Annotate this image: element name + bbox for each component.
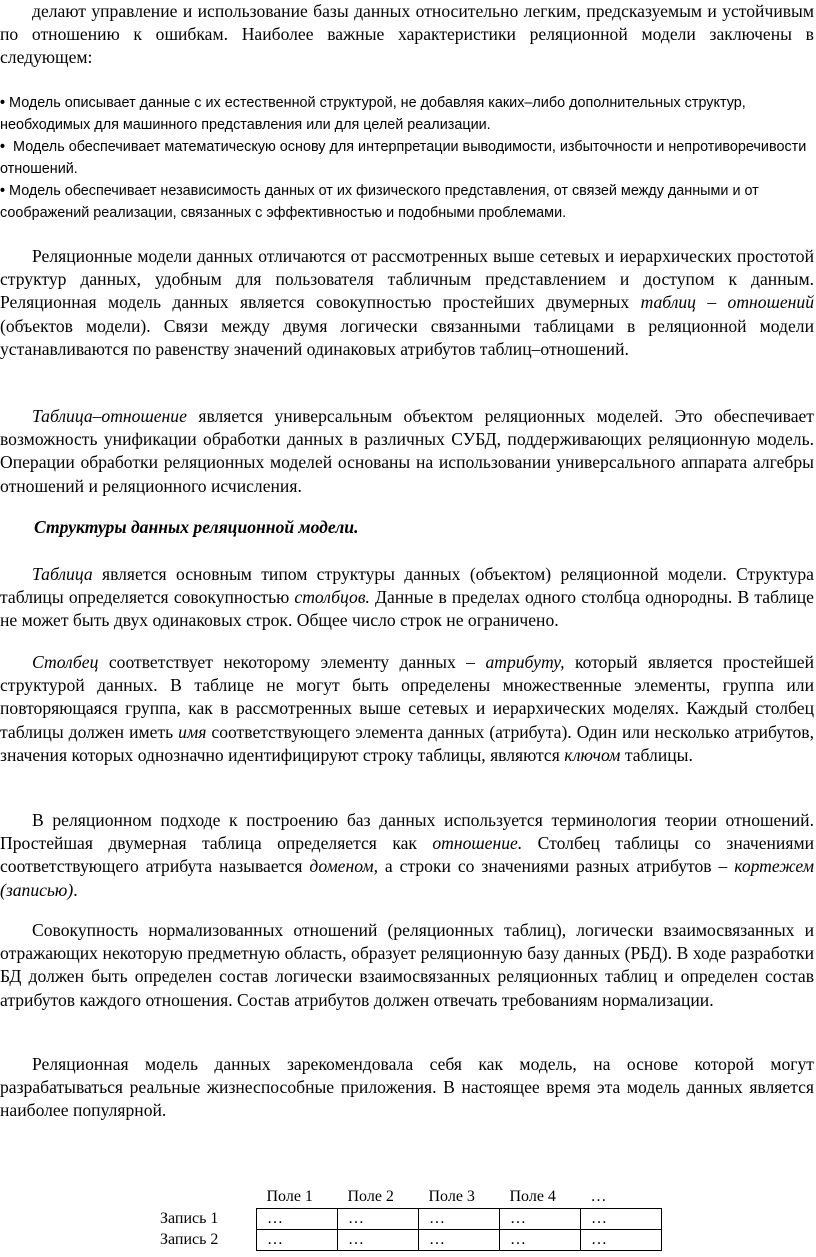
paragraph-column-definition: Столбец соответствует некоторому элементу данных – атрибуту, который является простейшей структурой данных. В таблице не могут быть определены множественные элементы, группа или повторяющаяся группа, как в рассмотренных выше сетевых и иерархических моделях. Каждый столбец таблицы должен иметь имя соответствующего элемента данных (атрибута). Один или несколько атрибутов, значения которых однозначно идентифицируют строку таблицы, являются ключом таблицы. [0, 652, 814, 765]
bullet-item-3: • Модель обеспечивает независимость данных от их физического представления, от связей между данными и от соображений реализации, связанных с эффективностью и подобными проблемами. [0, 183, 759, 221]
paragraph-table-relation: Таблица–отношение является универсальным объектом реляционных моделей. Это обеспечивает возможность унификации обработки данных в различных СУБД, поддерживающих реляционную модель. Операции обработки реляционных моделей основаны на использовании универсального аппарата алгебры отношений и реляционного исчисления. [0, 406, 814, 496]
column-header: Поле 2 [347, 1188, 394, 1205]
table-cell: … [581, 1209, 662, 1230]
table-row [160, 1209, 662, 1230]
table-cell: … [419, 1209, 500, 1230]
table-cell: … [419, 1230, 500, 1251]
intro-paragraph: делают управление и использование базы данных относительно легким, предсказуемым и устойчивым по отношению к ошибкам. Наиболее важные характеристики реляционной модели заключены в следующем: [0, 1, 814, 68]
table-cell: … [500, 1230, 581, 1251]
table-cell: … [500, 1209, 581, 1230]
table-cell: … [257, 1230, 338, 1251]
table-cell: … [338, 1209, 419, 1230]
row-label: Запись 2 [160, 1231, 219, 1248]
record-table [160, 1186, 662, 1251]
table-header-row [160, 1186, 662, 1209]
paragraph-table-definition: Таблица является основным типом структуры данных (объектом) реляционной модели. Структура таблицы определяется совокупностью столбцов. Данные в пределах одного столбца однородны. В таблице не может быть двух одинаковых строк. Общее число строк не ограничено. [0, 564, 814, 631]
paragraph-terminology: В реляционном подходе к построению баз данных используется терминология теории отношений. Простейшая двумерная таблица определяется как отношение. Столбец таблицы со значениями соответствующего атрибута называется доменом, а строки со значениями разных атрибутов – кортежем (записью). [0, 810, 814, 900]
column-header: Поле 3 [428, 1188, 475, 1205]
table-cell: … [257, 1209, 338, 1230]
column-header: Поле 4 [509, 1188, 556, 1205]
paragraph-popularity: Реляционная модель данных зарекомендовала себя как модель, на основе которой могут разрабатываться реальные жизнеспособные приложения. В настоящее время эта модель данных является наиболее популярной. [0, 1054, 814, 1121]
column-header: … [590, 1188, 607, 1205]
bullet-item-1: • Модель описывает данные с их естественной структурой, не добавляя каких–либо дополнительных структур, необходимых для машинного представления или для целей реализации. [0, 95, 746, 133]
paragraph-relational-models: Реляционные модели данных отличаются от рассмотренных выше сетевых и иерархических простотой структур данных, удобным для пользователя табличным представлением и доступом к данным. Реляционная модель данных является совокупностью простейших двумерных таблиц – отношений (объектов модели). Связи между двумя логически связанными таблицами в реляционной модели устанавливаются по равенству значений одинаковых атрибутов таблиц–отношений. [0, 246, 814, 359]
paragraph-rdb: Совокупность нормализованных отношений (реляционных таблиц), логически взаимосвязанных и отражающих некоторую предметную область, образует реляционную базу данных (РБД). В ходе разработки БД должен быть определен состав логически взаимосвязанных реляционных таблиц и определен состав атрибутов каждого отношения. Состав атрибутов должен отвечать требованиям нормализации. [0, 920, 814, 1010]
bullet-item-2: • Модель обеспечивает математическую основу для интерпретации выводимости, избыточности и непротиворечивости отношений. [0, 139, 807, 177]
row-label: Запись 1 [160, 1210, 219, 1227]
table-cell: … [581, 1230, 662, 1251]
section-heading: Структуры данных реляционной модели. [34, 517, 359, 537]
table-cell: … [338, 1230, 419, 1251]
column-header: Поле 1 [266, 1188, 313, 1205]
table-row [160, 1230, 662, 1251]
